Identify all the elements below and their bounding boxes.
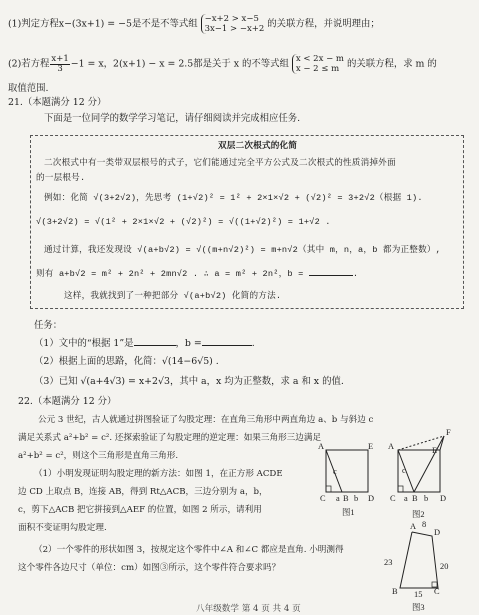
answer-blank-b[interactable] xyxy=(309,275,353,276)
fig2-label-side-b: b xyxy=(424,494,429,503)
inequality-system-1: −x+2 > x−5 3x−1 > −x+2 xyxy=(201,14,265,34)
fig2-label-b: B xyxy=(412,494,418,503)
note-para-cont: 的一层根号. xyxy=(36,173,86,183)
fig1-label-side-a: a xyxy=(336,494,340,503)
q22-header: 22.（本题满分 12 分） xyxy=(18,396,117,407)
note-example: 例如：化简 √(3+2√2)，先思考 (1+√2)² = 1² + 2×1×√2 + (√2)² = 3+2√2（根据 1). xyxy=(44,193,423,203)
answer-blank-basis[interactable] xyxy=(134,345,176,346)
note-para: 二次根式中有一类带双层根号的式子，它们能通过完全平方公式及二次根式的性质消掉外面 xyxy=(44,158,396,168)
q22-sub1-line3: c，剪下△ACB 把它拼接到△AEF 的位置，如图 2 所示，请利用 xyxy=(18,505,262,515)
fig1-label-b: B xyxy=(343,494,349,503)
q22-para-1: 公元 3 世纪，古人就通过拼图验证了勾股定理：在直角三角形中两直角边 a、b 与斜边 c xyxy=(38,415,374,425)
q20-tail: 取值范围. xyxy=(8,83,49,94)
fig1-label-side-b: b xyxy=(354,494,359,503)
fig2-label-e: E xyxy=(432,446,438,455)
note-end: 这样，我就找到了一种把部分 √(a+b√2) 化简的方法. xyxy=(64,291,282,301)
page-footer: 八年级数学 第 4 页 共 4 页 xyxy=(196,604,301,614)
q22-para-2: 满足关系式 a²+b² = c². 还探索验证了勾股定理的逆定理：如果三角形三边满足 xyxy=(18,433,322,443)
q20-part2: (2)若方程 $\frac{x+1}{3}$ −1 = x，2(x+1) − x = 2.5都是关于 x 的不等式组 x < 2x − m x − 2 ≤ m 的关联方程，求 m 的 xyxy=(8,53,437,74)
fig1-label-c: C xyxy=(320,494,326,503)
note-example-steps: √(3+2√2) = √(1² + 2×1×√2 + (√2)²) = √((1+√2)²) = 1+√2 . xyxy=(36,217,331,227)
fig2-label-a: A xyxy=(388,442,395,451)
fig3-label-a: A xyxy=(410,522,417,531)
figure-2-caption: 图2 xyxy=(412,510,425,519)
answer-blank-b2[interactable] xyxy=(202,345,252,346)
fig3-label-b: B xyxy=(392,587,398,596)
q22-sub2-line2: 这个零件各边尺寸（单位：cm）如图③所示，这个零件符合要求吗？ xyxy=(18,563,281,573)
fig1-label-e: E xyxy=(368,442,374,451)
fig3-label-23: 23 xyxy=(384,558,393,567)
fig3-label-15: 15 xyxy=(414,590,423,599)
fig2-label-f: F xyxy=(446,428,451,437)
q21-intro: 下面是一位同学的数学学习笔记，请仔细阅读并完成相应任务. xyxy=(44,113,301,124)
q21-header: 21.（本题满分 12 分） xyxy=(8,97,107,108)
fig2-label-d: D xyxy=(440,494,447,503)
fig2-label-c-side: c xyxy=(402,466,406,475)
task-2: （2）根据上面的思路，化简：√(14−6√5) . xyxy=(34,356,219,367)
note-calc: 通过计算，我还发现设 √(a+b√2) = √((m+n√2)²) = m+n√2（其中 m，n，a，b 都为正整数）, xyxy=(44,245,442,255)
fig3-label-d: D xyxy=(434,528,441,537)
fig1-label-c-side: c xyxy=(333,467,337,476)
note-calc-result: 则有 a+b√2 = m² + 2n² + 2mn√2 . ∴ a = m² + 2n²，b = . xyxy=(36,269,359,279)
task-3: （3）已知 √(a+4√3) = x+2√3，其中 a，x 均为正整数，求 a 和 x 的值. xyxy=(34,376,344,387)
q20-part1: (1)判定方程x−(3x+1) = −5是不是不等式组 −x+2 > x−5 3x−1 > −x+2 的关联方程，并说明理由； xyxy=(8,14,380,34)
fig3-label-20: 20 xyxy=(440,562,449,571)
fraction: $\frac{x+1}{3}$ xyxy=(51,53,69,74)
tasks-label: 任务： xyxy=(34,320,63,331)
figure-1-caption: 图1 xyxy=(342,508,355,517)
q22-sub2-line1: （2）一个零件的形状如图 3，按规定这个零件中∠A 和∠C 都应是直角. 小明测得 xyxy=(34,545,344,555)
fig3-label-c: C xyxy=(434,587,440,596)
q22-sub1-line4: 面积不变证明勾股定理. xyxy=(18,523,107,533)
q22-para-3: a²+b² = c²，则这个三角形是直角三角形. xyxy=(18,451,179,461)
task-1: （1）文中的“根据 1”是 ，b = . xyxy=(34,338,255,349)
q22-sub1-line1: （1）小明发现证明勾股定理的新方法：如图 1，在正方形 ACDE xyxy=(34,469,283,479)
fig1-label-a: A xyxy=(318,442,325,451)
inequality-system-2: x < 2x − m x − 2 ≤ m xyxy=(292,54,344,74)
fig3-label-8: 8 xyxy=(422,520,427,529)
fig1-label-d: D xyxy=(368,494,375,503)
fig2-label-side-a: a xyxy=(404,494,408,503)
note-title: 双层二次根式的化简 xyxy=(218,141,298,151)
figure-3-caption: 图3 xyxy=(412,603,425,612)
q22-sub1-line2: 边 CD 上取点 B，连接 AB，得到 Rt△ACB，三边分别为 a，b， xyxy=(18,487,268,497)
fig2-label-c: C xyxy=(390,494,396,503)
